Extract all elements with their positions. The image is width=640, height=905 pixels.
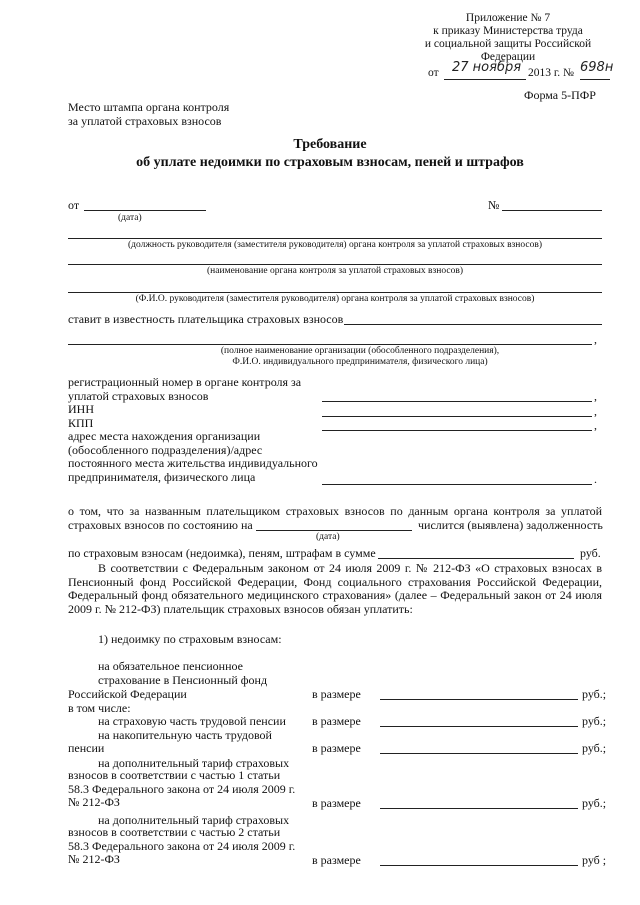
form-label: Форма 5-ПФР	[524, 88, 596, 102]
appendix-date-handwritten: 27 ноября	[452, 60, 522, 75]
body-p1-line3: по страховым взносам (недоимка), пеням, штрафам в сумме	[68, 546, 376, 560]
insurance-rub: руб.;	[582, 714, 607, 728]
registry-labels	[68, 376, 318, 484]
appendix-number-handwritten: 698н	[580, 60, 614, 75]
body-p1-line1: о том, что за названным плательщиком страховых взносов по данным органа контроля за уплатой	[68, 504, 602, 518]
position-caption: (должность руководителя (заместителя руководителя) органа контроля за уплатой страховых взносов)	[127, 240, 542, 250]
appendix-date-prefix: от	[428, 67, 439, 79]
extra1-line-3: 58.3 Федерального закона от 24 июля 2009 г.	[68, 781, 296, 796]
body-p2-line1: В соответствии с Федеральным законом от 24 июля 2009 г. № 212-ФЗ «О страховых взносах в	[98, 561, 602, 575]
insurance-amount-field[interactable]	[380, 726, 578, 727]
body-p1-line2a: страховых взносов по состоянию на	[68, 518, 253, 532]
fio-caption: (Ф.И.О. руководителя (заместителя руководителя) органа контроля за уплатой страховых взносов)	[135, 294, 535, 304]
title-line-2: об уплате недоимки по страховым взносам, пеней и штрафов	[136, 155, 524, 170]
including-label: в том числе:	[68, 701, 131, 715]
pfr-in-amount: в размере	[312, 687, 361, 701]
address-period: .	[594, 472, 597, 486]
funded-rub: руб.;	[582, 741, 607, 755]
addr-label-2: (обособленного подразделения)/адрес	[68, 442, 263, 457]
body-p2-line2: Пенсионный фонд Российской Федерации, Фонд социального страхования Российской Федерации,	[68, 574, 602, 589]
payer-caption	[150, 346, 570, 368]
date-field[interactable]	[84, 210, 206, 211]
appendix-line-4: Федерации	[480, 51, 536, 63]
addr-label-4: предпринимателя, физического лица	[68, 469, 256, 484]
reg-label-1: регистрационный номер в органе контроля за	[68, 375, 302, 389]
funded-line-2: пенсии	[68, 741, 105, 755]
body-p2-line3: Федеральный фонд обязательного медицинского страхования» (далее – Федеральный закон от 24 июля	[68, 588, 602, 602]
addr-label-3: постоянного места жительства индивидуального	[68, 456, 318, 470]
pfr-rub: руб.;	[582, 687, 607, 701]
funded-amount-field[interactable]	[380, 753, 578, 754]
reg-number-field[interactable]	[322, 401, 592, 402]
extra1-amount-field[interactable]	[380, 808, 578, 809]
number-label: №	[488, 198, 500, 212]
total-sum-field[interactable]	[378, 558, 574, 559]
insurance-part-label: на страховую часть трудовой пенсии	[98, 714, 286, 728]
extra1-in-amount: в размере	[312, 796, 361, 810]
extra1-rub: руб.;	[582, 796, 607, 810]
extra1-label	[68, 769, 295, 810]
number-field[interactable]	[502, 210, 602, 211]
inn-comma: ,	[594, 404, 597, 418]
org-caption: (наименование органа контроля за уплатой страховых взносов)	[207, 266, 463, 276]
date-caption: (дата)	[118, 213, 142, 223]
total-sum-rub: руб.	[580, 546, 601, 560]
status-date-field[interactable]	[256, 530, 412, 531]
insurance-in-amount: в размере	[312, 714, 361, 728]
appendix-line-1: Приложение № 7	[465, 12, 551, 24]
inn-label: ИНН	[68, 402, 94, 416]
address-field[interactable]	[322, 484, 592, 485]
appendix-date-underline	[444, 79, 526, 80]
kpp-field[interactable]	[322, 430, 592, 431]
extra2-line-2: взносов в соответствии с частью 2 статьи	[68, 825, 281, 839]
title-line-1: Требование	[293, 137, 367, 152]
extra2-line-4: № 212-ФЗ	[68, 852, 120, 866]
body-p1-line2b: числится (выявлена) задолженность	[418, 518, 603, 532]
funded-in-amount: в размере	[312, 741, 361, 755]
addr-label-1: адрес места нахождения организации	[68, 429, 261, 443]
fio-field[interactable]	[68, 292, 602, 293]
pfr-amount-field[interactable]	[380, 699, 578, 700]
extra2-label	[68, 826, 295, 867]
stamp-line-1: Место штампа органа контроля	[68, 100, 230, 114]
extra2-line-1: на дополнительный тариф страховых	[98, 813, 290, 827]
extra1-line-2: взносов в соответствии с частью 1 статьи	[68, 768, 281, 782]
appendix-line-2: к приказу Министерства труда	[433, 25, 583, 37]
payer-caption-1: (полное наименование организации (обособленного подразделения),	[220, 346, 500, 356]
stamp-place	[68, 100, 229, 128]
org-field[interactable]	[68, 264, 602, 265]
status-date-caption: (дата)	[316, 532, 340, 542]
item-1-heading: 1) недоимку по страховым взносам:	[98, 632, 282, 646]
payer-caption-2: Ф.И.О. индивидуального предпринимателя, физического лица)	[232, 357, 488, 367]
extra1-line-4: № 212-ФЗ	[68, 795, 120, 809]
position-field[interactable]	[68, 238, 602, 239]
payer-comma: ,	[594, 332, 597, 346]
body-p2	[68, 562, 602, 616]
notify-text: ставит в известность плательщика страховых взносов	[68, 312, 344, 326]
appendix-line-3: и социальной защиты Российской	[424, 38, 592, 50]
appendix-year-text: 2013 г. №	[528, 67, 575, 79]
extra2-rub: руб ;	[582, 853, 607, 867]
stamp-line-2: за уплатой страховых взносов	[68, 114, 222, 128]
reg-label-2: уплатой страховых взносов	[68, 388, 209, 403]
from-label: от	[68, 198, 80, 212]
extra1-line-1: на дополнительный тариф страховых	[98, 756, 290, 770]
extra2-line-3: 58.3 Федерального закона от 24 июля 2009 г.	[68, 838, 296, 853]
appendix-number-underline	[580, 79, 610, 80]
pfr-line-3: Российской Федерации	[68, 687, 187, 701]
funded-line-1: на накопительную часть трудовой	[98, 728, 272, 742]
pfr-line-1: на обязательное пенсионное	[98, 659, 243, 673]
extra2-amount-field[interactable]	[380, 865, 578, 866]
document-title	[60, 136, 600, 172]
item-pfr-label	[98, 660, 267, 687]
inn-field[interactable]	[322, 416, 592, 417]
payer-field-2[interactable]	[68, 344, 592, 345]
extra2-in-amount: в размере	[312, 853, 361, 867]
body-p2-line4: 2009 г. № 212-ФЗ) плательщик страховых взносов обязан уплатить:	[68, 601, 413, 616]
appendix-block	[408, 12, 608, 64]
kpp-label: КПП	[68, 415, 94, 430]
payer-field-1[interactable]	[344, 324, 602, 325]
kpp-comma: ,	[594, 418, 597, 432]
reg-comma: ,	[594, 389, 597, 403]
pfr-line-2: страхование в Пенсионный фонд	[98, 672, 268, 687]
